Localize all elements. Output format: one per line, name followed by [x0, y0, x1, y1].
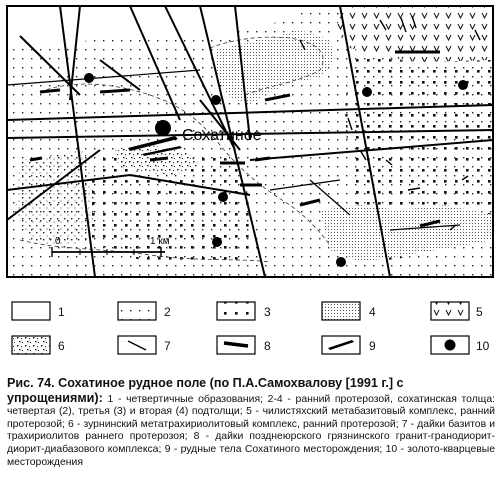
legend-num-2: 2	[164, 305, 171, 319]
legend-num-4: 4	[369, 305, 376, 319]
caption-title: Рис. 74. Сохатиное рудное поле (по П.А.Самохвалову [1991 г.] с	[7, 376, 404, 390]
place-name-label: Сохатиное	[182, 127, 262, 144]
legend-num-1: 1	[58, 305, 65, 319]
legend	[12, 302, 469, 354]
legend-num-9: 9	[369, 339, 376, 353]
legend-num-6: 6	[58, 339, 65, 353]
legend-num-10: 10	[476, 339, 490, 353]
caption-title-cont: упрощениями):	[7, 390, 103, 405]
legend-item-2	[118, 302, 156, 320]
legend-num-7: 7	[164, 339, 171, 353]
legend-item-5	[431, 302, 469, 320]
legend-num-8: 8	[264, 339, 271, 353]
legend-item-6	[12, 336, 50, 354]
legend-num-3: 3	[264, 305, 271, 319]
legend-num-5: 5	[476, 305, 483, 319]
legend-item-3	[217, 302, 255, 320]
legend-item-9	[322, 336, 360, 354]
legend-item-1	[12, 302, 50, 320]
figure-caption	[7, 377, 495, 469]
legend-item-7	[118, 336, 156, 354]
legend-item-8	[217, 336, 255, 354]
scale-one-label: 1 км	[150, 236, 170, 247]
legend-item-10	[431, 336, 469, 354]
caption-body: 1 - четвертичные образования; 2-4 - ранний протерозой, сохатинская толща: четвертая (2), третья (3) и вторая (4) подтолщи; 5 - чилистяхский метабазитовый комплекс, ранний протерозой; 6 - зурнинский метатрахириолитовый комплекс, ранний протерозой; 7 - дайки базитов и трахириолитов раннего протерозоя; 8 - дайки позднеюрского грязнинского гранит-гранодиорит-диорит-диабазового комплекса; 9 - рудные тела Сохатиного месторождения; 10 - золото-кварцевые месторождения	[7, 393, 495, 468]
legend-item-4	[322, 302, 360, 320]
scale-zero-label: 0	[55, 236, 61, 247]
unit-mixed-west	[15, 150, 95, 248]
